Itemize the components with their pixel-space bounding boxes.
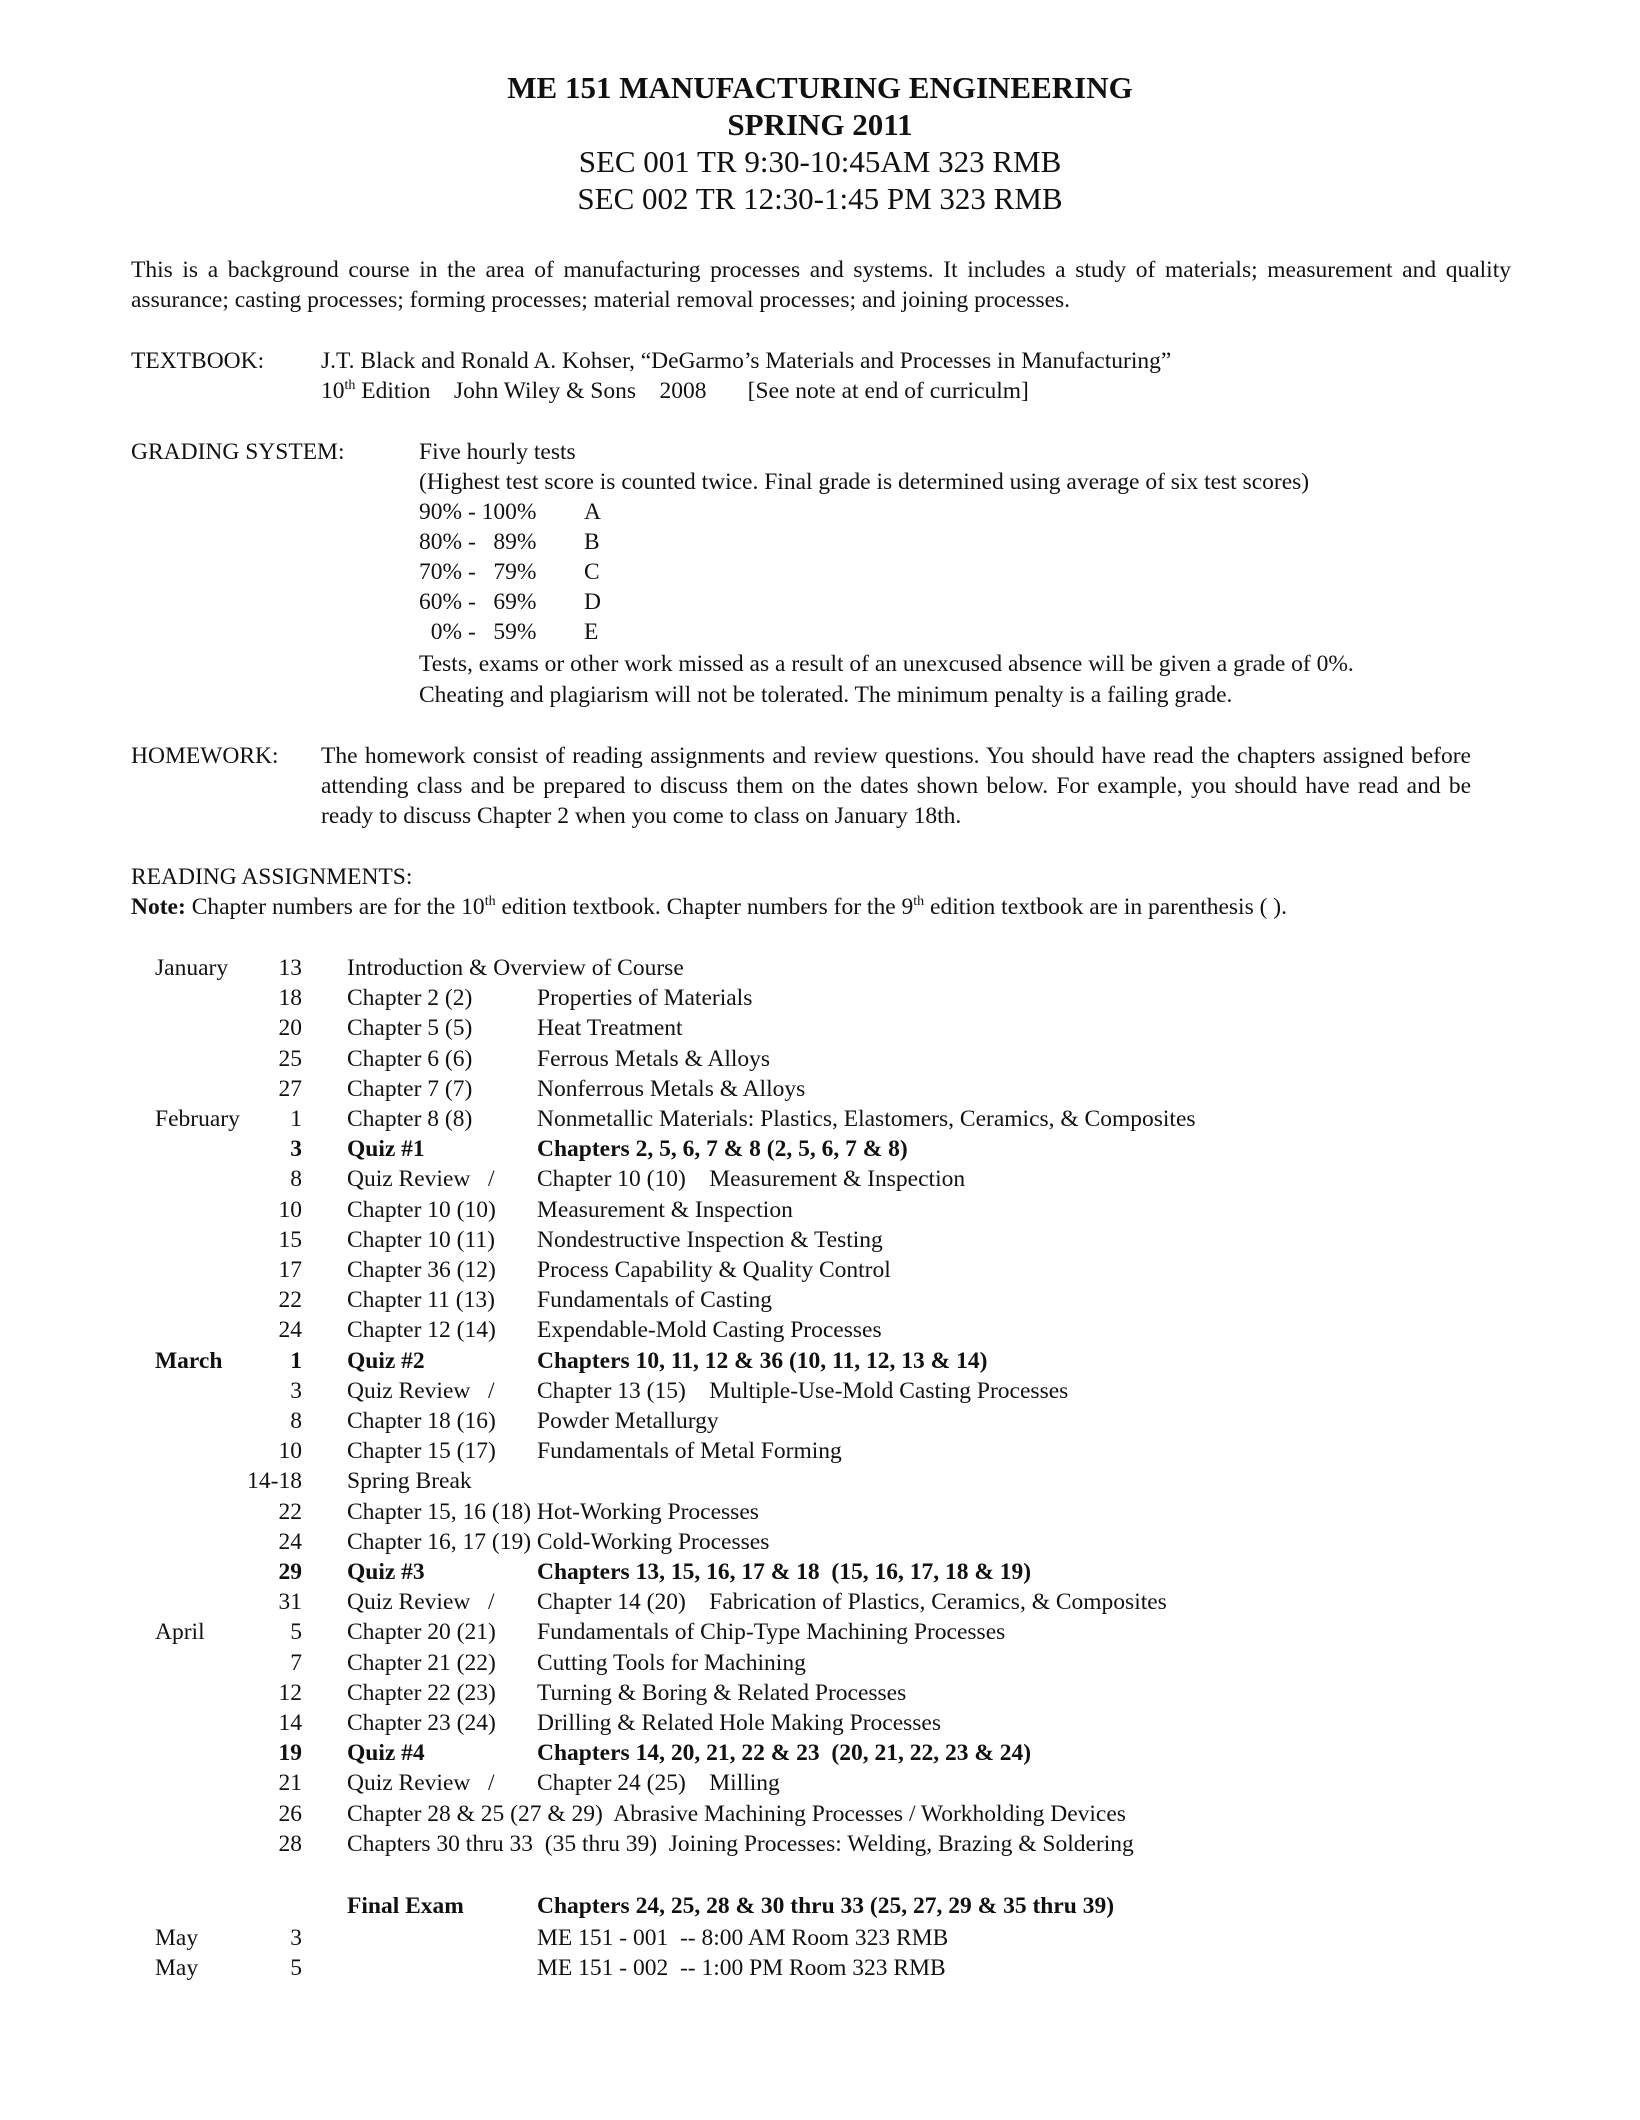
grading-line2: (Highest test score is counted twice. Final grade is determined using average of six test scores) (419, 469, 1310, 495)
schedule-chapter: Chapter 7 (7) (347, 1075, 473, 1102)
schedule-chapter: Quiz #2 (347, 1347, 425, 1374)
grade-range: 70% - 79% (419, 559, 537, 585)
schedule-chapter: Quiz Review / (347, 1770, 495, 1797)
grade-scale-row (419, 497, 601, 527)
schedule-day: 18 (278, 985, 302, 1012)
final-exam-row (0, 1893, 1640, 1923)
final-day: 5 (290, 1955, 302, 1981)
schedule-chapter: Chapter 36 (12) (347, 1257, 496, 1283)
schedule-day: 1 (290, 1347, 302, 1374)
course-term: SPRING 2011 (727, 107, 913, 142)
schedule-day: 10 (278, 1196, 302, 1223)
schedule-row (0, 1648, 1640, 1678)
schedule-chapter: Chapter 15 (17) (347, 1438, 496, 1465)
schedule-day: 8 (290, 1166, 302, 1193)
final-exam-session (0, 1923, 1640, 1953)
grading-line1: Five hourly tests (419, 439, 576, 465)
schedule-chapter: Chapter 16, 17 (19) Cold-Working Processes (347, 1528, 770, 1555)
schedule-row (0, 953, 1640, 983)
schedule-day: 29 (278, 1559, 302, 1585)
schedule-day: 21 (278, 1770, 302, 1797)
schedule-day: 14-18 (247, 1468, 302, 1495)
schedule-row (0, 1617, 1640, 1647)
schedule-row (0, 1013, 1640, 1043)
schedule-day: 27 (278, 1075, 302, 1102)
schedule-row (0, 1285, 1640, 1315)
schedule-description: Cutting Tools for Machining (537, 1649, 806, 1676)
schedule-description: Chapters 2, 5, 6, 7 & 8 (2, 5, 6, 7 & 8) (537, 1136, 908, 1163)
schedule-day: 22 (278, 1287, 302, 1314)
schedule-chapter: Chapter 15, 16 (18) Hot-Working Processes (347, 1498, 759, 1525)
schedule-row (0, 1466, 1640, 1496)
schedule-day: 17 (278, 1257, 302, 1283)
schedule-chapter: Chapter 2 (2) (347, 985, 473, 1012)
schedule-description: Heat Treatment (537, 1015, 683, 1042)
schedule-description: Chapters 14, 20, 21, 22 & 23 (20, 21, 22, 23 & 24) (537, 1740, 1032, 1767)
schedule-description: Drilling & Related Hole Making Processes (537, 1710, 941, 1736)
schedule-chapter: Chapter 22 (23) (347, 1679, 496, 1706)
schedule-description: Process Capability & Quality Control (537, 1257, 891, 1283)
grade-letter: B (584, 529, 600, 555)
grading-label: GRADING SYSTEM: (131, 439, 345, 465)
schedule-description: Fundamentals of Metal Forming (537, 1438, 842, 1465)
grade-scale-row (419, 617, 598, 647)
schedule-chapter: Introduction & Overview of Course (347, 955, 684, 981)
schedule-description: Expendable-Mold Casting Processes (537, 1317, 882, 1344)
grading-note2: Cheating and plagiarism will not be tolerated. The minimum penalty is a failing grade. (419, 682, 1233, 708)
schedule-row (0, 1134, 1640, 1164)
final-exam-label: Final Exam (347, 1893, 464, 1919)
schedule-day: 13 (278, 955, 302, 981)
schedule-description: Chapter 10 (10) Measurement & Inspection (537, 1166, 966, 1193)
schedule-description: Chapters 13, 15, 16, 17 & 18 (15, 16, 17, 18 & 19) (537, 1559, 1032, 1585)
schedule-row (0, 1255, 1640, 1285)
schedule-day: 24 (278, 1528, 302, 1555)
grade-letter: D (584, 589, 601, 615)
schedule-description: Chapter 24 (25) Milling (537, 1770, 780, 1797)
schedule-row (0, 1406, 1640, 1436)
course-title: ME 151 MANUFACTURING ENGINEERING (507, 70, 1133, 105)
grade-letter: A (584, 499, 601, 525)
grade-range: 80% - 89% (419, 529, 537, 555)
schedule-description: Fundamentals of Casting (537, 1287, 772, 1314)
schedule-day: 22 (278, 1498, 302, 1525)
schedule-chapter: Chapters 30 thru 33 (35 thru 39) Joining Processes: Welding, Brazing & Soldering (347, 1830, 1134, 1857)
schedule-day: 24 (278, 1317, 302, 1344)
schedule-description: Properties of Materials (537, 985, 753, 1012)
schedule-row (0, 1376, 1640, 1406)
schedule-day: 31 (278, 1589, 302, 1616)
schedule-row (0, 1104, 1640, 1134)
final-day: 3 (290, 1925, 302, 1951)
final-session-text: ME 151 - 001 -- 8:00 AM Room 323 RMB (537, 1925, 949, 1951)
schedule-day: 25 (278, 1045, 302, 1072)
schedule-chapter: Chapter 5 (5) (347, 1015, 473, 1042)
grade-range: 0% - 59% (419, 619, 537, 645)
schedule-chapter: Chapter 8 (8) (347, 1106, 473, 1132)
schedule-description: Powder Metallurgy (537, 1408, 719, 1434)
schedule-day: 3 (290, 1377, 302, 1404)
schedule-month: March (155, 1347, 223, 1374)
schedule-day: 8 (290, 1408, 302, 1434)
schedule-description: Measurement & Inspection (537, 1196, 793, 1223)
schedule-row (0, 983, 1640, 1013)
grade-scale-row (419, 587, 601, 617)
final-month: May (155, 1955, 199, 1981)
schedule-chapter: Spring Break (347, 1468, 472, 1495)
textbook-line1: J.T. Black and Ronald A. Kohser, “DeGarmo’s Materials and Processes in Manufacturing” (321, 348, 1172, 374)
final-exam-session (0, 1953, 1640, 1983)
homework-label: HOMEWORK: (131, 743, 279, 769)
schedule-chapter: Chapter 18 (16) (347, 1408, 496, 1434)
grade-scale-row (419, 557, 600, 587)
schedule-month: February (155, 1106, 240, 1132)
final-session-text: ME 151 - 002 -- 1:00 PM Room 323 RMB (537, 1955, 946, 1981)
schedule-row (0, 1557, 1640, 1587)
schedule-description: Nonmetallic Materials: Plastics, Elastomers, Ceramics, & Composites (537, 1106, 1196, 1132)
schedule-chapter: Chapter 11 (13) (347, 1287, 495, 1314)
course-description: This is a background course in the area of manufacturing processes and systems. It includes a study of materials; measurement and quality assurance; casting processes; forming processes; material removal processes; and joining processes. (131, 257, 1511, 313)
schedule-chapter: Quiz Review / (347, 1589, 495, 1616)
schedule-row (0, 1708, 1640, 1738)
final-exam-chapters: Chapters 24, 25, 28 & 30 thru 33 (25, 27, 29 & 35 thru 39) (537, 1893, 1115, 1919)
schedule-description: Fundamentals of Chip-Type Machining Processes (537, 1619, 1006, 1646)
schedule-row (0, 1164, 1640, 1194)
schedule-row (0, 1738, 1640, 1768)
homework-text: The homework consist of reading assignments and review questions. You should have read the chapters assigned before attending class and be prepared to discuss them on the dates shown below. For example, you should have read and be ready to discuss Chapter 2 when you come to class on January 18th. (321, 743, 1471, 829)
schedule-row (0, 1497, 1640, 1527)
schedule-description: Ferrous Metals & Alloys (537, 1045, 771, 1072)
schedule-row (0, 1768, 1640, 1798)
schedule-chapter: Chapter 20 (21) (347, 1619, 496, 1646)
grade-letter: C (584, 559, 600, 585)
schedule-row (0, 1587, 1640, 1617)
schedule-row (0, 1829, 1640, 1859)
section-002: SEC 002 TR 12:30-1:45 PM 323 RMB (577, 181, 1063, 216)
schedule-day: 1 (290, 1106, 302, 1132)
schedule-day: 20 (278, 1015, 302, 1042)
schedule-day: 5 (290, 1619, 302, 1646)
schedule-description: Chapter 14 (20) Fabrication of Plastics, Ceramics, & Composites (537, 1589, 1167, 1616)
schedule-month: April (155, 1619, 205, 1646)
schedule-row (0, 1195, 1640, 1225)
grade-range: 60% - 69% (419, 589, 537, 615)
grading-note1: Tests, exams or other work missed as a result of an unexcused absence will be given a grade of 0%. (419, 651, 1354, 677)
schedule-chapter: Chapter 12 (14) (347, 1317, 496, 1344)
schedule-day: 14 (278, 1710, 302, 1736)
schedule-day: 19 (278, 1740, 302, 1767)
schedule-description: Chapters 10, 11, 12 & 36 (10, 11, 12, 13 & 14) (537, 1347, 988, 1374)
grade-scale-row (419, 527, 600, 557)
schedule-chapter: Quiz Review / (347, 1377, 495, 1404)
grade-letter: E (584, 619, 599, 645)
schedule-day: 7 (290, 1649, 302, 1676)
schedule-chapter: Quiz #1 (347, 1136, 425, 1163)
schedule-description: Nonferrous Metals & Alloys (537, 1075, 806, 1102)
schedule-row (0, 1044, 1640, 1074)
schedule-row (0, 1225, 1640, 1255)
schedule-row (0, 1436, 1640, 1466)
schedule-row (0, 1799, 1640, 1829)
schedule-day: 15 (278, 1226, 302, 1253)
schedule-chapter: Chapter 10 (10) (347, 1196, 496, 1223)
reading-note: Note: Chapter numbers are for the 10th edition textbook. Chapter numbers for the 9th edition textbook are in parenthesis ( ). (131, 894, 1287, 920)
schedule-chapter: Chapter 28 & 25 (27 & 29) Abrasive Machining Processes / Workholding Devices (347, 1800, 1126, 1827)
schedule-row (0, 1678, 1640, 1708)
schedule-month: January (155, 955, 229, 981)
schedule-chapter: Chapter 23 (24) (347, 1710, 496, 1736)
schedule-chapter: Chapter 10 (11) (347, 1226, 495, 1253)
grade-range: 90% - 100% (419, 499, 537, 525)
schedule-row (0, 1346, 1640, 1376)
schedule-description: Nondestructive Inspection & Testing (537, 1226, 883, 1253)
textbook-label: TEXTBOOK: (131, 348, 265, 374)
reading-heading: READING ASSIGNMENTS: (131, 864, 413, 890)
schedule-chapter: Quiz #3 (347, 1559, 425, 1585)
schedule-row (0, 1315, 1640, 1345)
schedule-description: Turning & Boring & Related Processes (537, 1679, 907, 1706)
schedule-chapter: Quiz #4 (347, 1740, 425, 1767)
schedule-day: 28 (278, 1830, 302, 1857)
section-001: SEC 001 TR 9:30-10:45AM 323 RMB (578, 144, 1062, 179)
schedule-day: 26 (278, 1800, 302, 1827)
schedule-description: Chapter 13 (15) Multiple-Use-Mold Casting Processes (537, 1377, 1069, 1404)
schedule-row (0, 1074, 1640, 1104)
schedule-row (0, 1527, 1640, 1557)
schedule-day: 3 (290, 1136, 302, 1163)
schedule-chapter: Chapter 6 (6) (347, 1045, 473, 1072)
schedule-day: 10 (278, 1438, 302, 1465)
final-month: May (155, 1925, 199, 1951)
textbook-line2: 10th Edition John Wiley & Sons 2008 [See note at end of curriculm] (321, 378, 1029, 404)
schedule-day: 12 (278, 1679, 302, 1706)
schedule-chapter: Quiz Review / (347, 1166, 495, 1193)
schedule-chapter: Chapter 21 (22) (347, 1649, 496, 1676)
